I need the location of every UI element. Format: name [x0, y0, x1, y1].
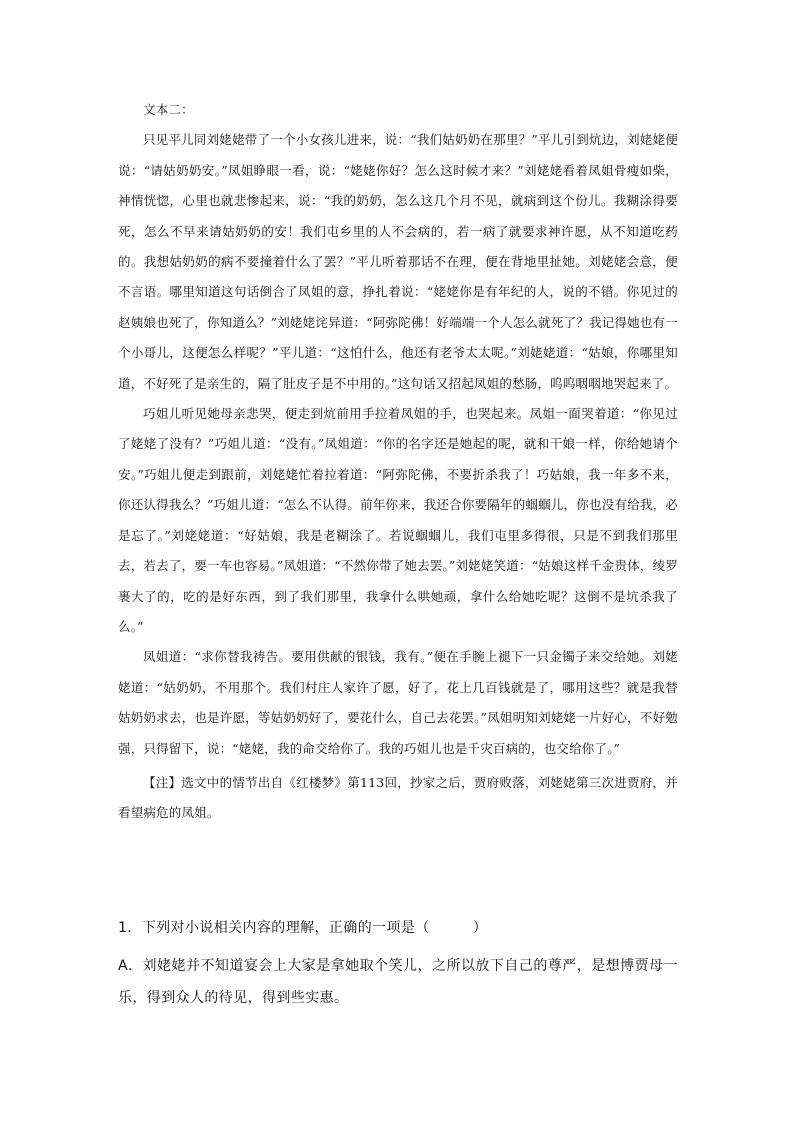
question-stem: 1．下列对小说相关内容的理解，正确的一项是（ ） [118, 920, 488, 936]
paragraph-1: 只见平儿同刘姥姥带了一个小女孩儿进来，说：“我们姑奶奶在那里？”平儿引到炕边，刘姥姥便说：“请姑奶奶安。”凤姐睁眼一看，说：“姥姥你好？怎么这时候才来？”刘姥姥看着凤姐骨瘦如柴，神情恍惚，心里也就悲惨起来，说：“我的奶奶，怎么这几个月不见，就病到这个份儿。我糊涂得要死，怎么不早来请姑奶奶的安！我们屯乡里的人不会病的，若一病了就要求神许愿，从不知道吃药的。我想姑奶奶的病不要撞着什么了罢？”平儿听着那话不在理，便在背地里扯她。刘姥姥会意，便不言语。哪里知道这句话倒合了凤姐的意，挣扎着说：“姥姥你是有年纪的人，说的不错。你见过的赵姨娘也死了，你知道么？”刘姥姥诧异道：“阿弥陀佛！好端端一个人怎么就死了？我记得她也有一个小哥儿，这便怎么样呢？”平儿道：“这怕什么，他还有老爷太太呢。”刘姥姥道：“姑娘，你哪里知道，不好死了是亲生的，隔了肚皮子是不中用的。”这句话又招起凤姐的愁肠，呜呜咽咽地哭起来了。 [118, 132, 678, 391]
reading-passage [118, 95, 678, 829]
passage-label: 文本二： [143, 102, 194, 117]
annotation-note: 【注】选文中的情节出自《红楼梦》第113回，抄家之后，贾府败落，刘姥姥第三次进贾府，并看望病危的凤姐。 [118, 774, 678, 821]
paragraph-3: 凤姐道：“求你替我祷告。要用供献的银钱，我有。”便在手腕上褪下一只金镯子来交给她。刘姥姥道：“姑奶奶，不用那个。我们村庄人家许了愿，好了，花上几百钱就是了，哪用这些？就是我替姑奶奶求去，也是许愿，等姑奶奶好了，要花什么，自己去花罢。”凤姐明知刘姥姥一片好心，不好勉强，只得留下，说：“姥姥，我的命交给你了。我的巧姐儿也是千灾百病的，也交给你了。” [118, 649, 678, 756]
paragraph-2: 巧姐儿听见她母亲悲哭，便走到炕前用手拉着凤姐的手，也哭起来。凤姐一面哭着道：“你见过了姥姥了没有？”巧姐儿道：“没有。”凤姐道：“你的名字还是她起的呢，就和干娘一样，你给她请个安。”巧姐儿便走到跟前，刘姥姥忙着拉着道：“阿弥陀佛，不要折杀我了！巧姑娘，我一年多不来，你还认得我么？”巧姐儿道：“怎么不认得。前年你来，我还合你要隔年的蝈蝈儿，你也没有给我，必是忘了。”刘姥姥道：“好姑娘，我是老糊涂了。若说蝈蝈儿，我们屯里多得很，只是不到我们那里去，若去了，要一车也容易。”凤姐道：“不然你带了她去罢。”刘姥姥笑道：“姑娘这样千金贵体，绫罗裹大了的，吃的是好东西，到了我们那里，我拿什么哄她顽，拿什么给她吃呢？这倒不是坑杀我了么。” [118, 406, 678, 634]
option-a: A．刘姥姥并不知道宴会上大家是拿她取个笑儿，之所以放下自己的尊严，是想博贾母一乐，得到众人的待见，得到些实惠。 [118, 958, 678, 1006]
question-block [118, 912, 678, 1014]
